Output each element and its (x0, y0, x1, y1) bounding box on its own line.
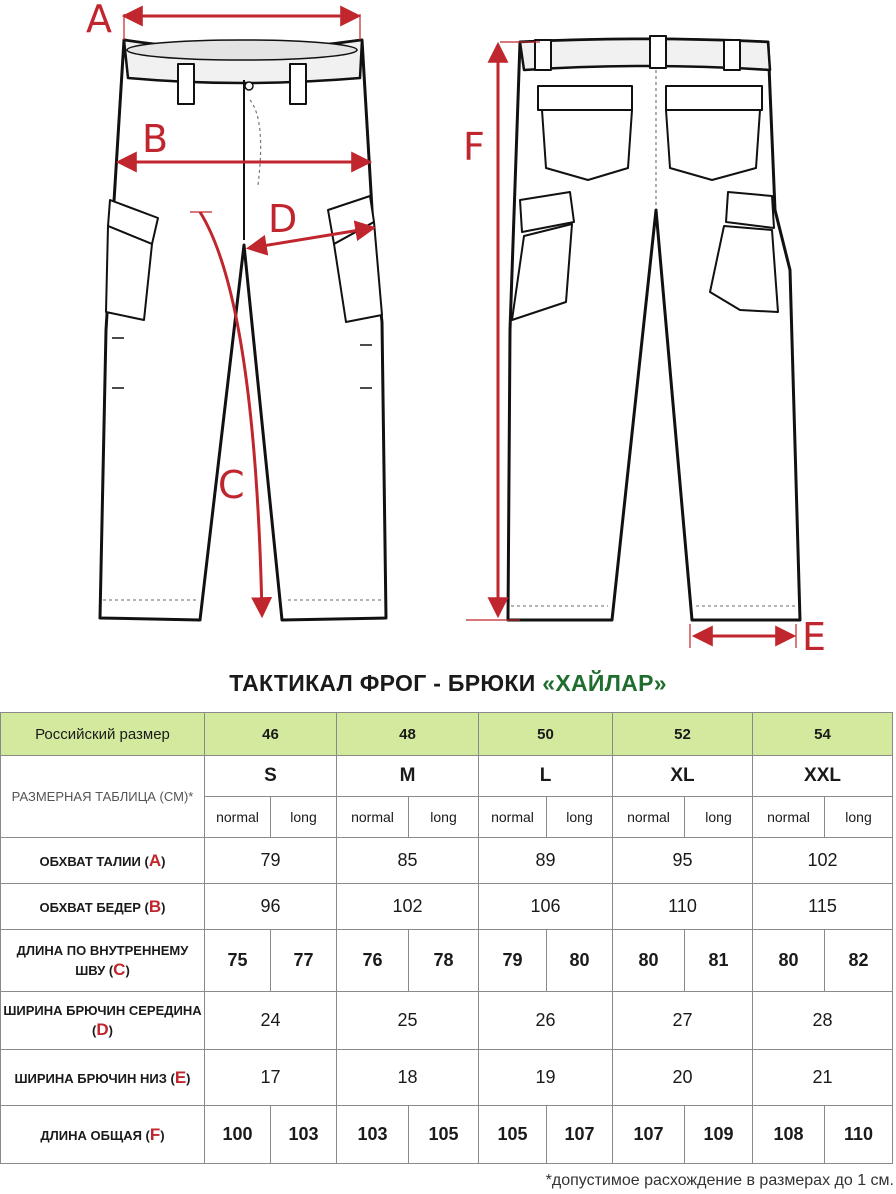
cell: 75 (205, 930, 271, 992)
cell: 102 (337, 884, 479, 930)
letter-size: XL (613, 756, 753, 797)
cell: 80 (753, 930, 825, 992)
cell: 110 (613, 884, 753, 930)
fit-label: normal (205, 797, 271, 838)
cell: 26 (479, 992, 613, 1050)
cell: 103 (271, 1106, 337, 1164)
cell: 109 (685, 1106, 753, 1164)
back-view (508, 36, 800, 620)
cell: 108 (753, 1106, 825, 1164)
cell: 78 (409, 930, 479, 992)
ru-size: 54 (753, 713, 893, 756)
fit-label: normal (337, 797, 409, 838)
cell: 107 (547, 1106, 613, 1164)
cell: 89 (479, 838, 613, 884)
cell: 18 (337, 1050, 479, 1106)
fit-label: normal (613, 797, 685, 838)
cell: 105 (479, 1106, 547, 1164)
fit-label: long (547, 797, 613, 838)
table-row (1, 930, 893, 992)
label-f: F (463, 125, 485, 169)
letter-size: L (479, 756, 613, 797)
title-main: ТАКТИКАЛ ФРОГ - БРЮКИ (229, 670, 536, 696)
footnote: *допустимое расхождение в размерах до 1 см. (545, 1172, 894, 1189)
label-c: C (218, 463, 245, 507)
row-label: ДЛИНА ОБЩАЯ (F) (1, 1106, 205, 1164)
cell: 96 (205, 884, 337, 930)
table-row (1, 1106, 893, 1164)
letter-size: S (205, 756, 337, 797)
table-legend: РАЗМЕРНАЯ ТАБЛИЦА (СМ)* (1, 756, 205, 838)
table-row (1, 992, 893, 1050)
ru-size: 46 (205, 713, 337, 756)
cell: 25 (337, 992, 479, 1050)
title-accent: «ХАЙЛАР» (542, 670, 667, 696)
label-e: E (802, 615, 827, 659)
cell: 103 (337, 1106, 409, 1164)
cell: 82 (825, 930, 893, 992)
cell: 19 (479, 1050, 613, 1106)
cell: 80 (547, 930, 613, 992)
cell: 76 (337, 930, 409, 992)
cell: 20 (613, 1050, 753, 1106)
cell: 95 (613, 838, 753, 884)
cell: 79 (205, 838, 337, 884)
cell: 21 (753, 1050, 893, 1106)
cell: 28 (753, 992, 893, 1050)
russian-size-label: Российский размер (1, 713, 205, 756)
label-a: A (86, 0, 112, 41)
table-row (1, 1050, 893, 1106)
ru-size: 50 (479, 713, 613, 756)
fit-label: long (685, 797, 753, 838)
cell: 110 (825, 1106, 893, 1164)
cell: 106 (479, 884, 613, 930)
ru-size: 48 (337, 713, 479, 756)
cell: 24 (205, 992, 337, 1050)
table-row (1, 838, 893, 884)
fit-label: long (825, 797, 893, 838)
fit-label: long (271, 797, 337, 838)
page-title (0, 670, 896, 697)
cell: 79 (479, 930, 547, 992)
row-label: ШИРИНА БРЮЧИН НИЗ (E) (1, 1050, 205, 1106)
label-d: D (268, 197, 298, 241)
cell: 115 (753, 884, 893, 930)
row-label: ШИРИНА БРЮЧИН СЕРЕДИНА (D) (1, 992, 205, 1050)
label-b: B (142, 117, 169, 161)
cell: 27 (613, 992, 753, 1050)
cell: 105 (409, 1106, 479, 1164)
fit-label: normal (753, 797, 825, 838)
cell: 80 (613, 930, 685, 992)
cell: 77 (271, 930, 337, 992)
fit-label: long (409, 797, 479, 838)
russian-size-row (1, 713, 893, 756)
letter-size: M (337, 756, 479, 797)
cell: 17 (205, 1050, 337, 1106)
row-label: ДЛИНА ПО ВНУТРЕННЕМУ ШВУ (C) (1, 930, 205, 992)
row-label: ОБХВАТ БЕДЕР (B) (1, 884, 205, 930)
letter-size: XXL (753, 756, 893, 797)
letter-size-row (1, 756, 893, 797)
fit-label: normal (479, 797, 547, 838)
cell: 100 (205, 1106, 271, 1164)
cell: 107 (613, 1106, 685, 1164)
size-table (0, 712, 893, 1164)
cell: 81 (685, 930, 753, 992)
table-row (1, 884, 893, 930)
row-label: ОБХВАТ ТАЛИИ (A) (1, 838, 205, 884)
ru-size: 52 (613, 713, 753, 756)
cell: 102 (753, 838, 893, 884)
cell: 85 (337, 838, 479, 884)
